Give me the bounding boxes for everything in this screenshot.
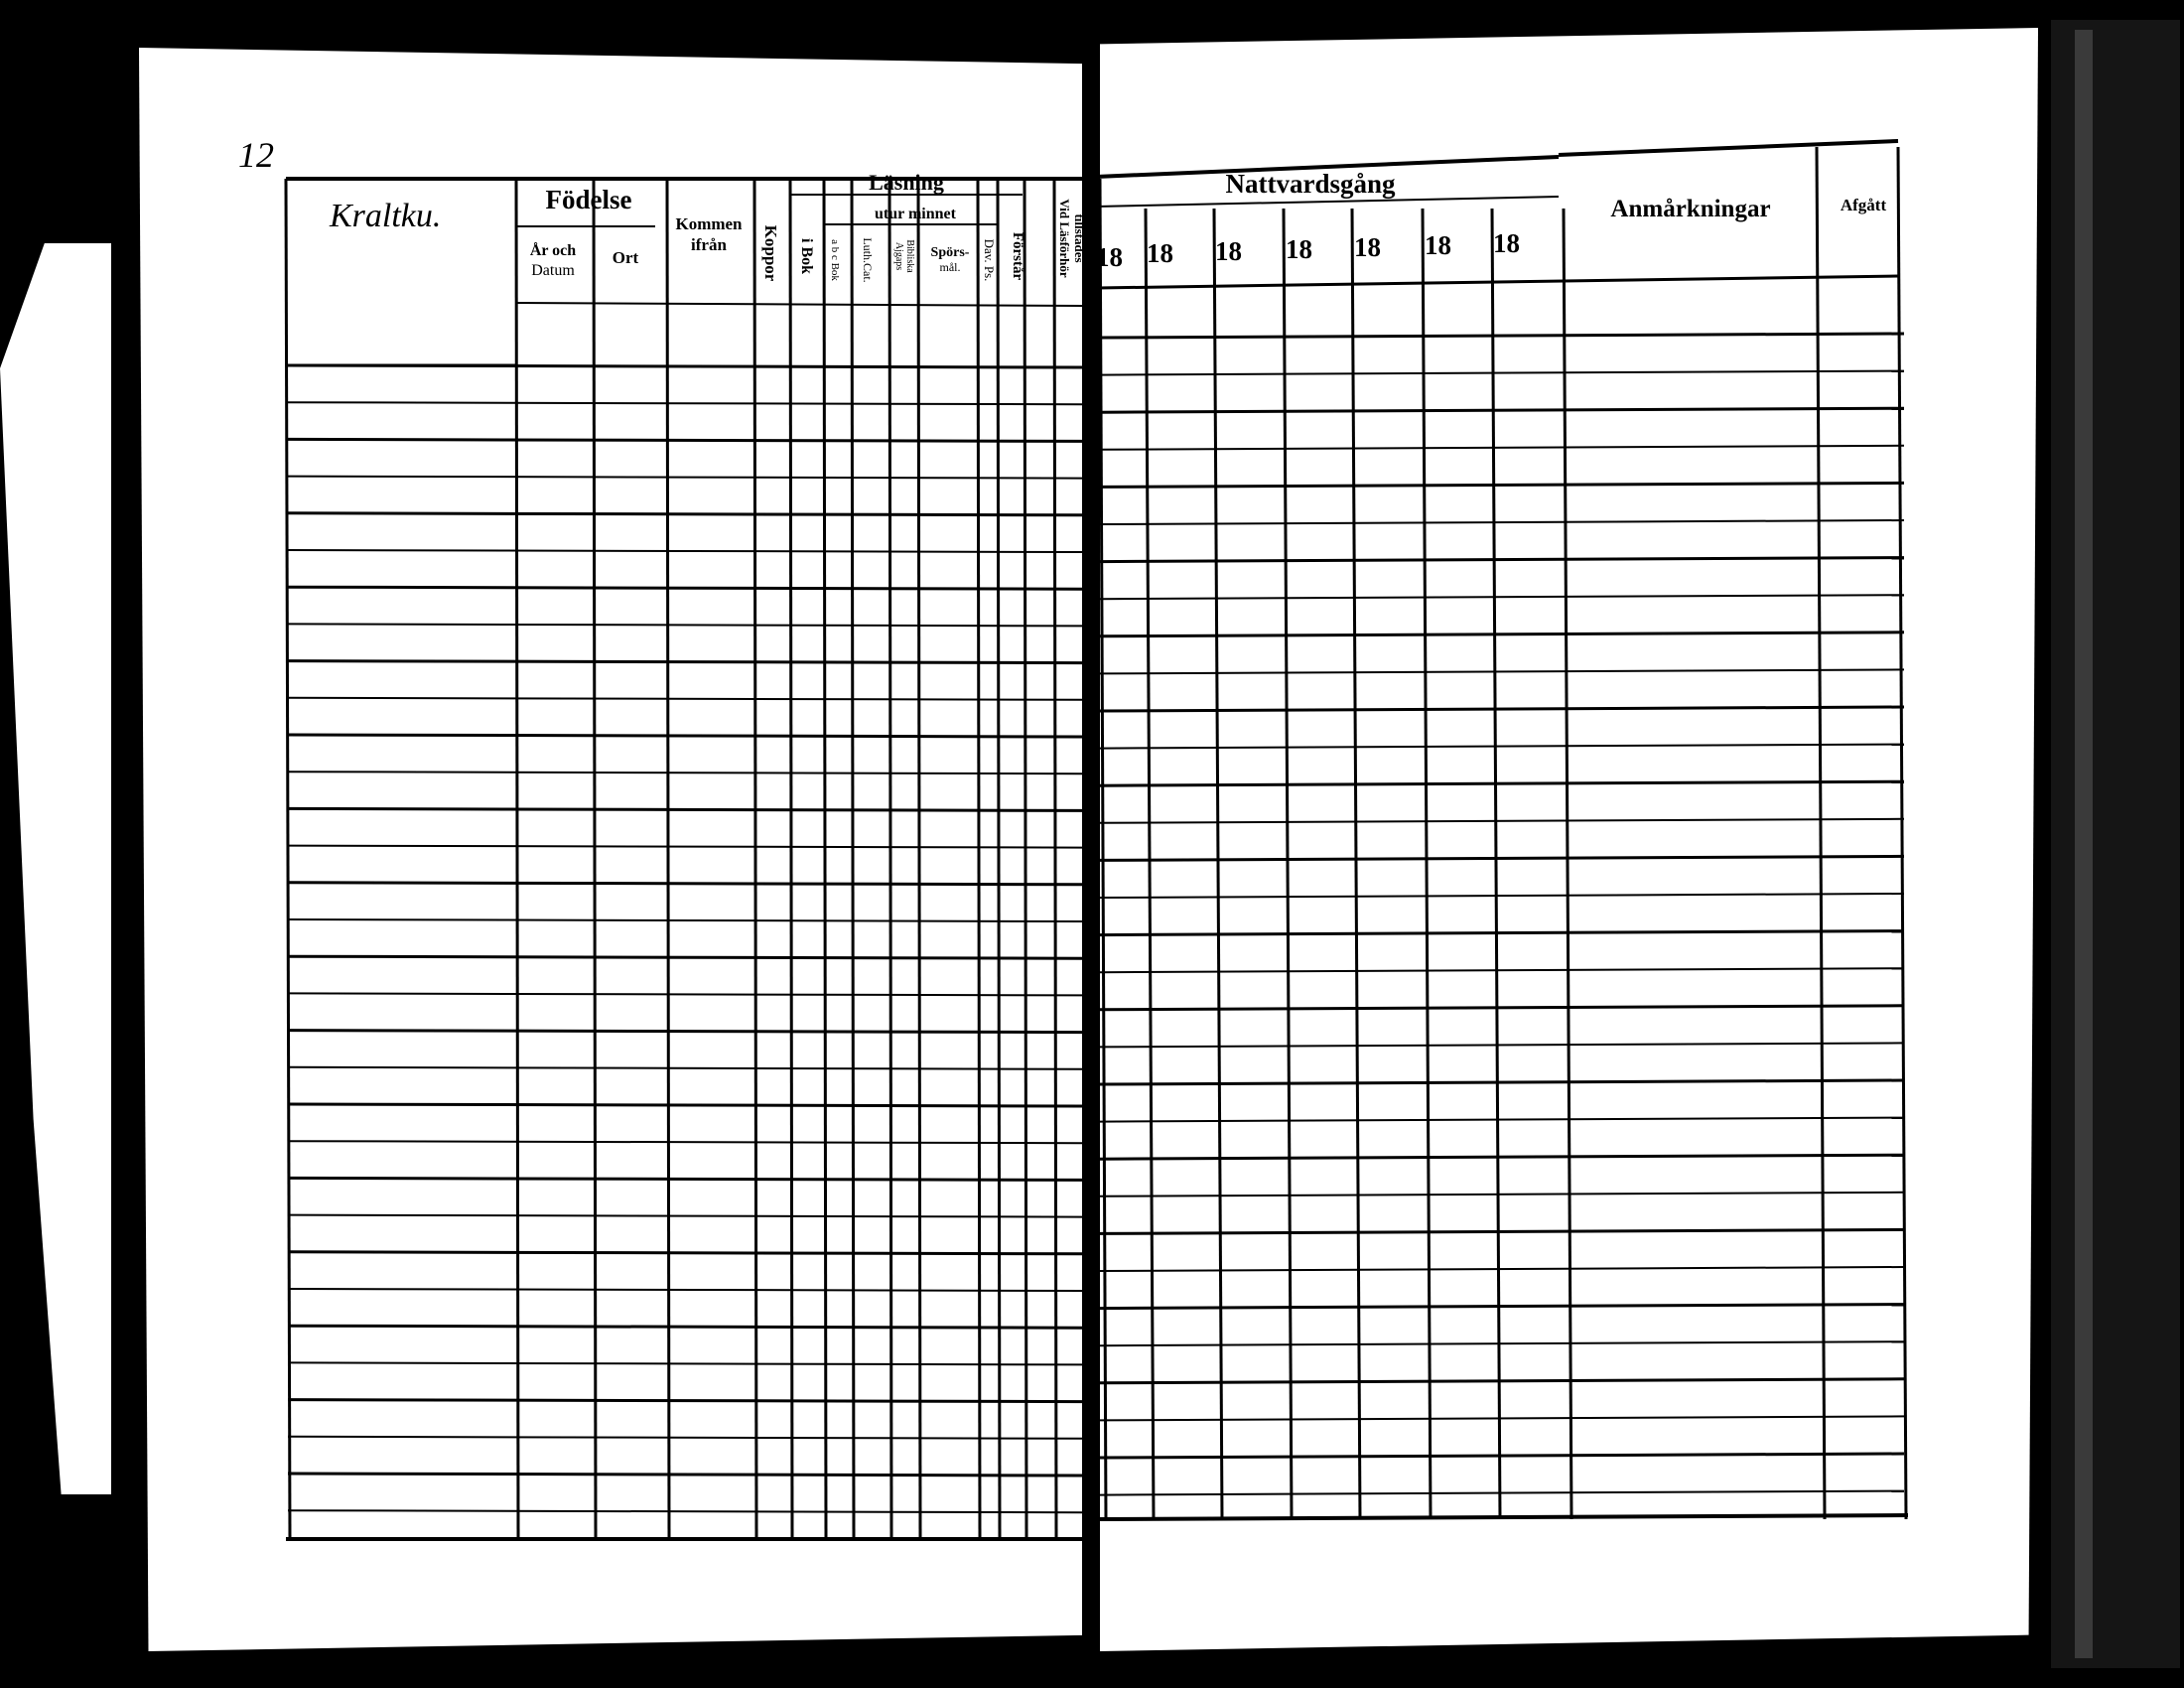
forstar-label: Förstår: [1010, 231, 1025, 281]
row-rule: [1100, 931, 1904, 935]
row-rule: [1100, 371, 1904, 375]
vid-lasforhor-label-2: tillstädes: [1072, 213, 1087, 263]
year-label-7: 18: [1493, 228, 1520, 258]
column-rule: [516, 179, 518, 1539]
row-rule: [1100, 408, 1904, 412]
row-rule: [1100, 334, 1904, 338]
column-rule: [790, 179, 792, 1539]
row-rule: [288, 1031, 1082, 1033]
row-rule: [1100, 483, 1904, 487]
row-rule: [288, 846, 1082, 848]
row-rule: [288, 1104, 1082, 1106]
afgatt-header: Afgått: [1840, 196, 1887, 214]
row-rule: [1100, 1006, 1904, 1010]
ifran-label: ifrån: [691, 235, 727, 254]
row-rule: [1100, 446, 1904, 450]
row-rule: [288, 550, 1082, 552]
table-bottom-rule: [1098, 1515, 1908, 1519]
row-rule: [288, 735, 1082, 737]
fodelse-header: Födelse: [545, 185, 632, 214]
row-rule: [288, 477, 1082, 479]
row-rule: [288, 1067, 1082, 1069]
row-rule: [1100, 669, 1904, 673]
row-rule: [1100, 968, 1904, 972]
row-rule: [288, 439, 1082, 441]
datum-label: Datum: [531, 262, 575, 279]
row-rule: [1100, 745, 1904, 749]
header-bottom-rule: [1098, 276, 1898, 288]
row-rule: [288, 993, 1082, 995]
column-rule: [918, 179, 920, 1539]
table-left-rule: [286, 179, 290, 1539]
row-rule: [288, 1178, 1082, 1180]
column-rule: [978, 179, 980, 1539]
row-rule: [288, 1400, 1082, 1402]
column-rule: [1214, 209, 1222, 1519]
row-rule: [288, 1474, 1082, 1476]
row-rule: [288, 1362, 1082, 1364]
table-left-rule: [1100, 179, 1106, 1519]
row-rule: [288, 883, 1082, 885]
year-label-5: 18: [1354, 232, 1381, 262]
row-rule: [1100, 707, 1904, 711]
row-rule: [288, 1215, 1082, 1217]
row-rule: [288, 402, 1082, 404]
bibliska-label-1: Ajgaps: [893, 241, 904, 271]
row-rule: [288, 1289, 1082, 1291]
right-register-table: [1096, 141, 1908, 1519]
koppor-label: Koppor: [761, 224, 780, 282]
luth-cat-label: Luth.Cat.: [861, 237, 875, 283]
ort-label: Ort: [612, 248, 639, 267]
vid-lasforhor-label-1: Vid Läsförhör: [1057, 199, 1072, 278]
row-rule: [288, 1326, 1082, 1328]
row-rule: [1100, 595, 1904, 599]
column-rule: [824, 179, 826, 1539]
page-number: 12: [238, 135, 274, 175]
column-rule: [1024, 179, 1026, 1539]
year-label-6: 18: [1425, 230, 1451, 260]
column-rule: [754, 179, 756, 1539]
bibliska-label-2: Bibliska: [904, 239, 915, 273]
dav-ps-label: Dav. Ps.: [982, 238, 997, 282]
sporsmal-label-1: Spörs-: [930, 245, 970, 260]
i-bok-label: i Bok: [798, 237, 815, 275]
sporsmal-label-2: mål.: [939, 260, 961, 274]
row-rule: [1100, 520, 1904, 524]
row-rule: [1100, 633, 1904, 636]
right-top-rule: [1559, 141, 1898, 155]
row-rule: [1100, 894, 1904, 898]
anmarkningar-header: Anmårkningar: [1610, 196, 1771, 222]
column-rule: [889, 179, 891, 1539]
row-rule: [288, 1437, 1082, 1439]
year-label-2: 18: [1147, 238, 1173, 268]
row-rule: [288, 772, 1082, 774]
row-rule: [288, 1510, 1082, 1512]
column-rule: [852, 179, 854, 1539]
column-rule: [1054, 179, 1056, 1539]
year-label-3: 18: [1215, 236, 1242, 266]
row-rule: [1100, 856, 1904, 860]
ar-och-label: År och: [529, 242, 577, 259]
column-rule: [1284, 209, 1292, 1519]
row-rule: [1100, 781, 1904, 785]
column-rule: [1898, 147, 1906, 1519]
abc-bok-label: a b c Bok: [829, 239, 841, 281]
year-label-1: 18: [1096, 242, 1123, 272]
row-rule: [288, 624, 1082, 626]
column-rule: [1564, 209, 1571, 1519]
row-rule: [288, 956, 1082, 958]
kommen-label: Kommen: [675, 214, 743, 233]
row-rule: [288, 513, 1082, 515]
year-label-4: 18: [1286, 234, 1312, 264]
column-rule: [667, 179, 669, 1539]
row-rule: [1100, 819, 1904, 823]
column-rule: [1423, 209, 1431, 1519]
left-register-table: [286, 179, 1082, 1539]
column-rule: [1492, 209, 1500, 1519]
row-rule: [288, 587, 1082, 589]
lasning-header: Läsning: [869, 170, 944, 195]
row-rule: [288, 698, 1082, 700]
row-rule: [288, 661, 1082, 663]
row-rule: [288, 919, 1082, 921]
column-rule: [1352, 209, 1360, 1519]
nattvardsgang-header: Nattvardsgång: [1225, 169, 1396, 199]
row-rule: [1100, 558, 1904, 562]
utur-minnet-header: utur minnet: [875, 206, 956, 222]
column-rule: [998, 179, 1000, 1539]
column-rule: [594, 179, 596, 1539]
row-rule: [288, 1252, 1082, 1254]
column-rule: [1146, 209, 1154, 1519]
column-rule: [1817, 147, 1825, 1519]
row-rule: [288, 1141, 1082, 1143]
row-label-handwritten: Kraltku.: [330, 198, 442, 234]
row-rule: [288, 808, 1082, 810]
